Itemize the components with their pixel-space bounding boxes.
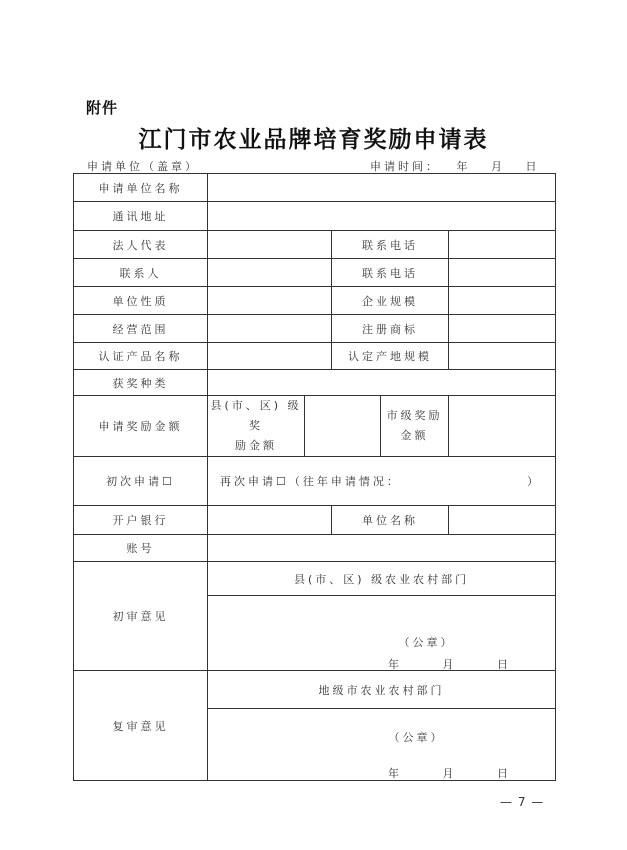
first-review-label: 初审意见 (74, 562, 208, 671)
seal-1: （公章） (398, 636, 455, 649)
city-dept-label: 地级市农业农村部门 (208, 671, 556, 709)
phone-1-label: 联系电话 (332, 231, 449, 259)
production-scale-label: 认定产地规模 (332, 343, 449, 370)
account-unit-field[interactable] (449, 506, 556, 535)
city-reward-label: 市级奖励 金额 (381, 396, 449, 457)
phone-1-field[interactable] (449, 231, 556, 259)
legal-rep-label: 法人代表 (74, 231, 208, 259)
address-label: 通讯地址 (74, 202, 208, 231)
address-field[interactable] (208, 202, 556, 231)
page-number: — 7 — (500, 795, 545, 809)
unit-name-label: 申请单位名称 (74, 174, 208, 202)
apply-year: 年 (456, 160, 471, 173)
second-review-label: 复审意见 (74, 671, 208, 781)
city-reward-field[interactable] (449, 396, 556, 457)
first-review-field[interactable] (208, 596, 556, 671)
account-unit-label: 单位名称 (332, 506, 449, 535)
award-type-field[interactable] (208, 370, 556, 396)
contact-label: 联系人 (74, 259, 208, 287)
second-review-date: 年 月 日 (388, 767, 511, 780)
business-scope-field[interactable] (208, 315, 332, 343)
bank-field[interactable] (208, 506, 332, 535)
certified-product-label: 认证产品名称 (74, 343, 208, 370)
second-review-field[interactable] (208, 709, 556, 781)
account-no-label: 账号 (74, 535, 208, 562)
first-apply-checkbox[interactable]: 初次申请☐ (74, 457, 208, 506)
attachment-label: 附件 (86, 99, 119, 117)
phone-2-field[interactable] (449, 259, 556, 287)
trademark-field[interactable] (449, 315, 556, 343)
apply-day: 日 (525, 160, 540, 173)
apply-time-label: 申请时间： (370, 160, 440, 173)
award-type-label: 获奖种类 (74, 370, 208, 396)
apply-month: 月 (491, 160, 505, 173)
unit-nature-label: 单位性质 (74, 287, 208, 315)
phone-2-label: 联系电话 (332, 259, 449, 287)
first-review-date: 年 月 日 (388, 658, 511, 671)
apply-time (370, 158, 540, 174)
certified-product-field[interactable] (208, 343, 332, 370)
county-reward-label: 县(市、区) 级奖 励金额 (208, 396, 305, 457)
account-no-field[interactable] (208, 535, 556, 562)
bank-label: 开户银行 (74, 506, 208, 535)
form-title: 江门市农业品牌培育奖励申请表 (138, 126, 489, 153)
legal-rep-field[interactable] (208, 231, 332, 259)
enterprise-scale-field[interactable] (449, 287, 556, 315)
re-apply-checkbox[interactable]: 再次申请☐（往年申请情况： (220, 475, 401, 488)
unit-name-field[interactable] (208, 174, 556, 202)
county-dept-label: 县(市、区) 级农业农村部门 (208, 562, 556, 596)
production-scale-field[interactable] (449, 343, 556, 370)
unit-nature-field[interactable] (208, 287, 332, 315)
seal-2: （公章） (388, 731, 445, 744)
county-reward-field[interactable] (305, 396, 381, 457)
trademark-label: 注册商标 (332, 315, 449, 343)
reward-amount-label: 申请奖励金额 (74, 396, 208, 457)
contact-field[interactable] (208, 259, 332, 287)
re-apply-close: ） (527, 475, 542, 488)
re-apply-cell[interactable] (208, 457, 556, 506)
enterprise-scale-label: 企业规模 (332, 287, 449, 315)
applicant-unit-label: 申请单位（盖章） (87, 160, 199, 173)
business-scope-label: 经营范围 (74, 315, 208, 343)
application-form-table (73, 173, 556, 781)
